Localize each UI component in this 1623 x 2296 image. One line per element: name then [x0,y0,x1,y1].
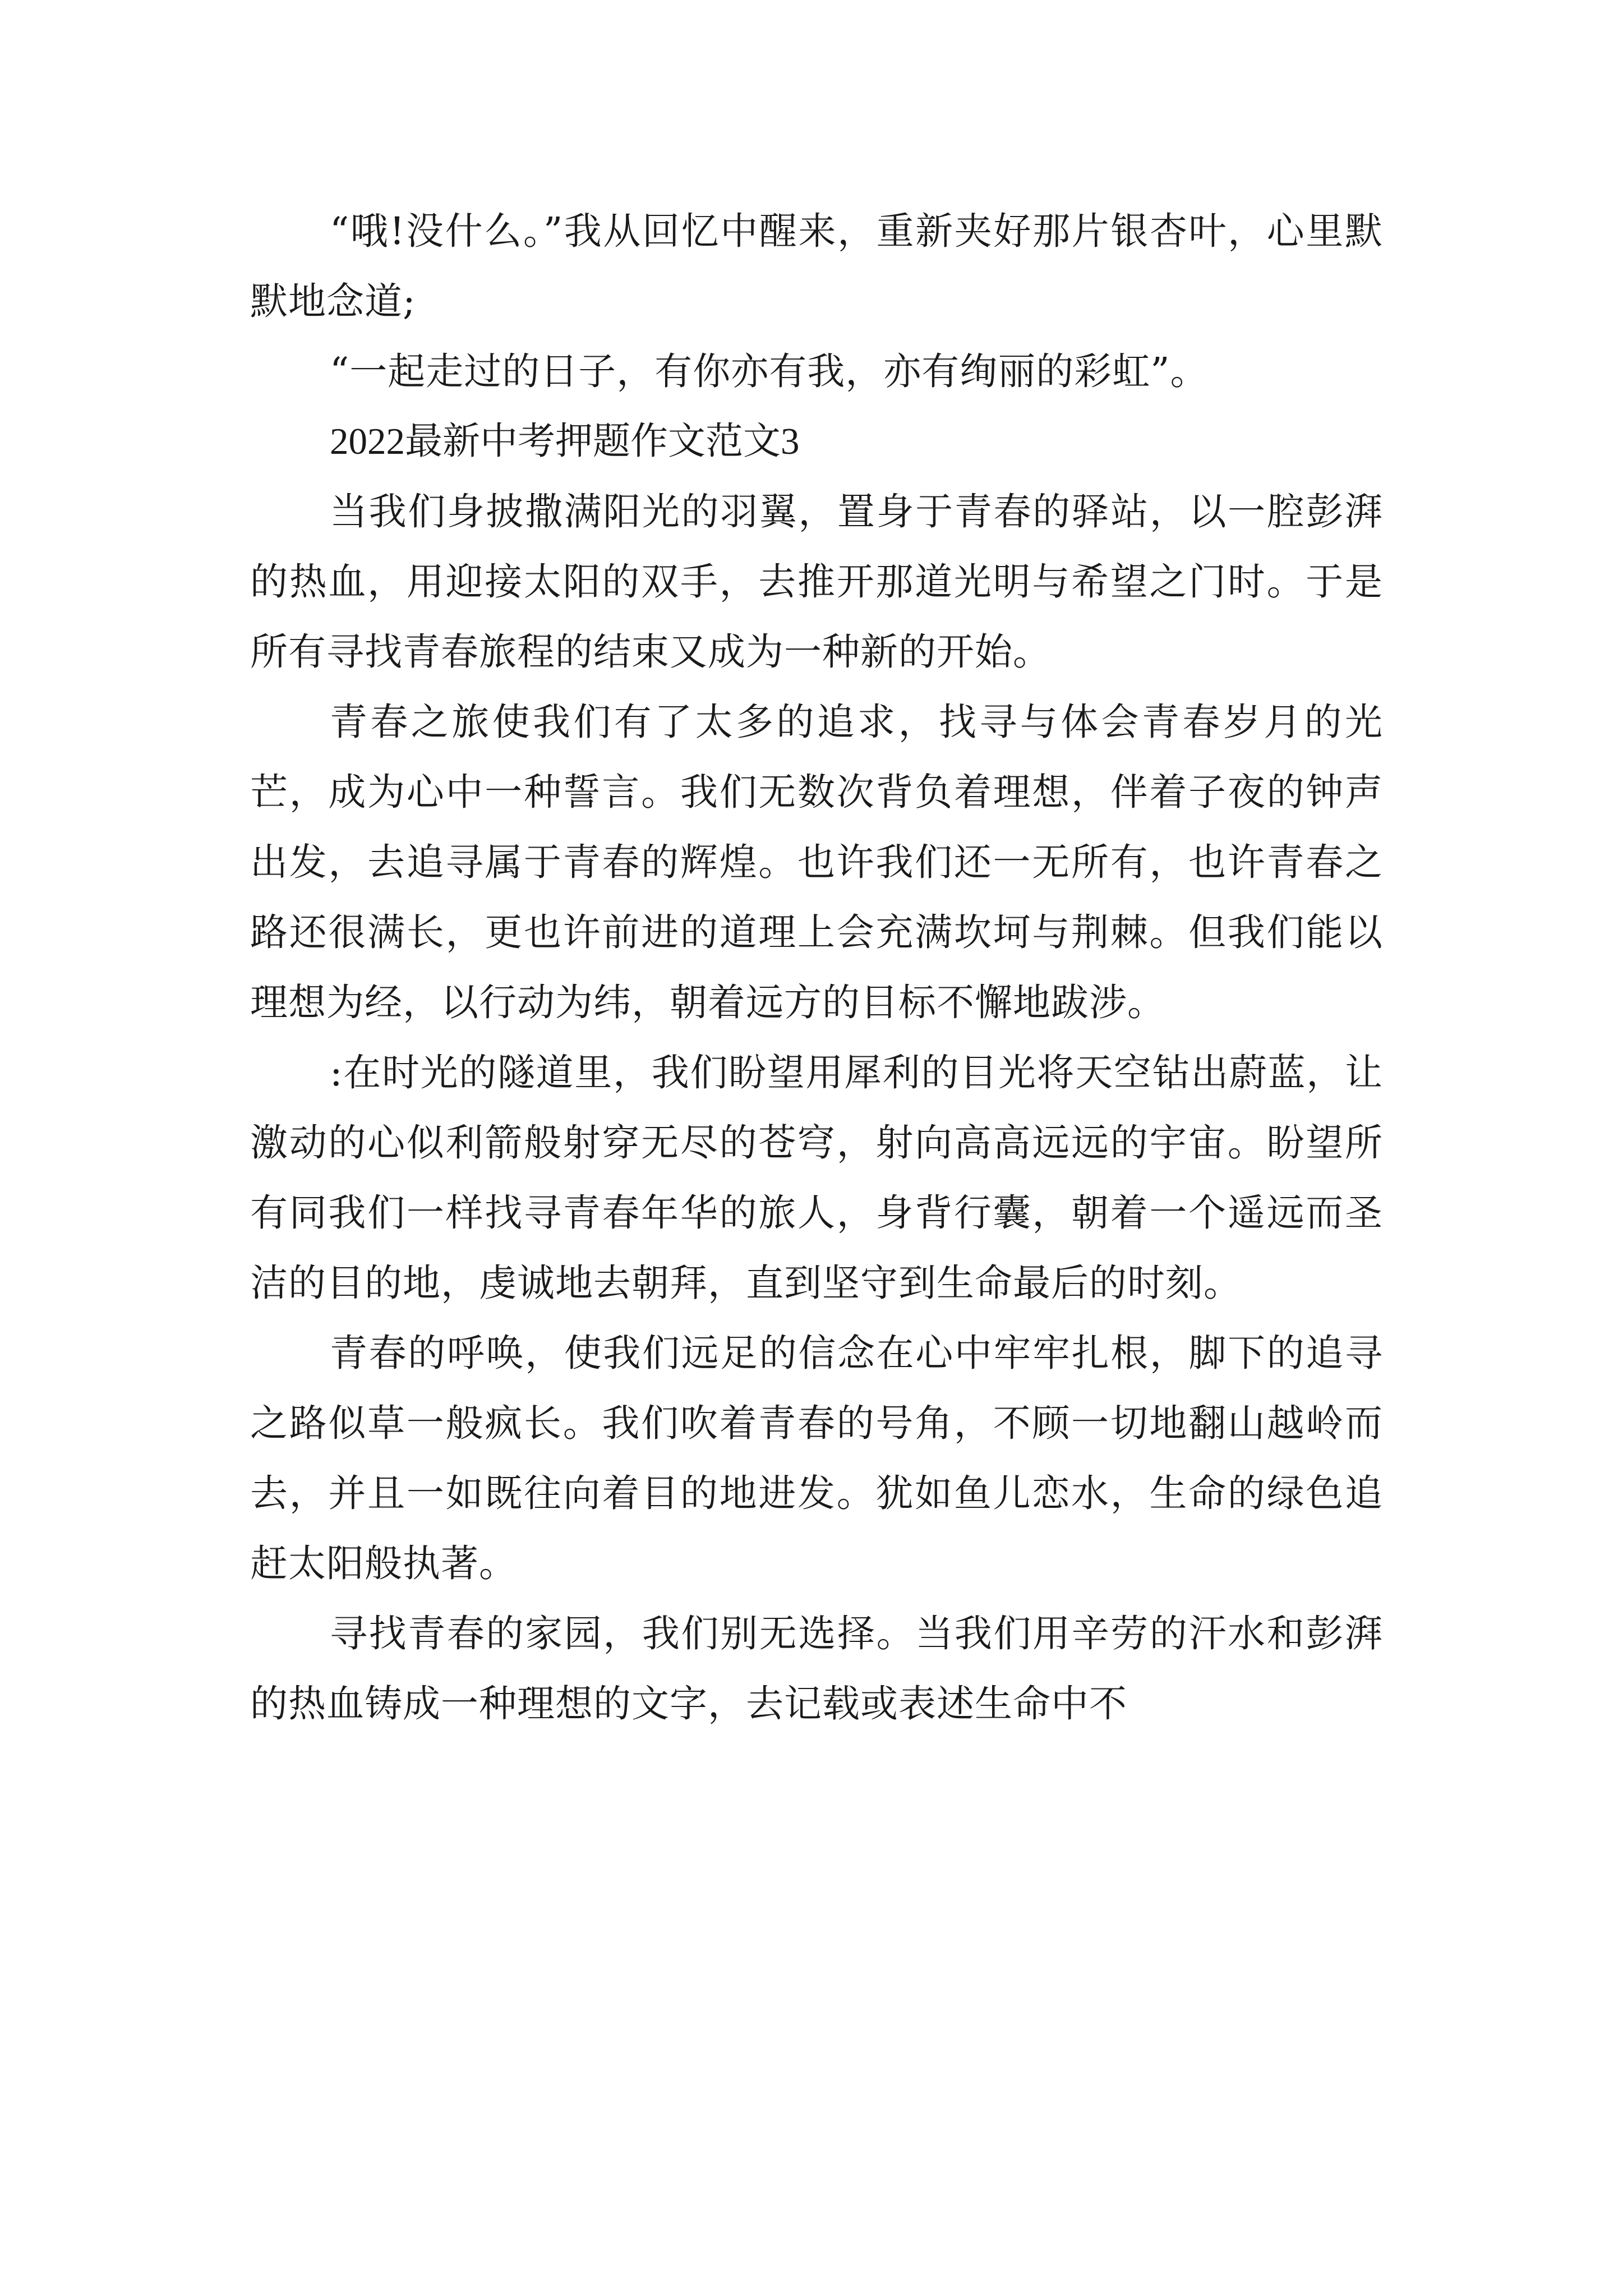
paragraph-homeland: 寻找青春的家园，我们别无选择。当我们用辛劳的汗水和彭湃的热血铸成一种理想的文字，去记载或表述生命中不 [250,1612,1383,1726]
paragraph-intro: 当我们身披撒满阳光的羽翼，置身于青春的驿站，以一腔彭湃的热血，用迎接太阳的双手，去推开那道光明与希望之门时。于是所有寻找青春旅程的结束又成为一种新的开始。 [250,490,1383,674]
paragraph-calling: 青春的呼唤，使我们远足的信念在心中牢牢扎根，脚下的追寻之路似草一般疯长。我们吹着青春的号角，不顾一切地翻山越岭而去，并且一如既往向着目的地进发。犹如鱼儿恋水，生命的绿色追赶太阳般执著。 [250,1331,1383,1585]
paragraph-tunnel: :在时光的隧道里，我们盼望用犀利的目光将天空钻出蔚蓝，让激动的心似利箭般射穿无尽的苍穹，射向高高远远的宇宙。盼望所有同我们一样找寻青春年华的旅人，身背行囊，朝着一个遥远而圣洁的目的地，虔诚地去朝拜，直到坚守到生命最后的时刻。 [250,1051,1383,1305]
section-heading: 2022最新中考押题作文范文3 [330,421,800,462]
paragraph-quote: “一起走过的日子，有你亦有我，亦有绚丽的彩虹”。 [330,349,1209,393]
paragraph-pursuit: 青春之旅使我们有了太多的追求，找寻与体会青春岁月的光芒，成为心中一种誓言。我们无数次背负着理想，伴着子夜的钟声出发，去追寻属于青春的辉煌。也许我们还一无所有，也许青春之路还很满长，更也许前进的道理上会充满坎坷与荆棘。但我们能以理想为经，以行动为纬，朝着远方的目标不懈地跋涉。 [250,700,1383,1024]
paragraph-recollection: “哦!没什么。”我从回忆中醒来，重新夹好那片银杏叶，心里默默地念道; [250,209,1383,323]
document-body [250,196,1383,1739]
